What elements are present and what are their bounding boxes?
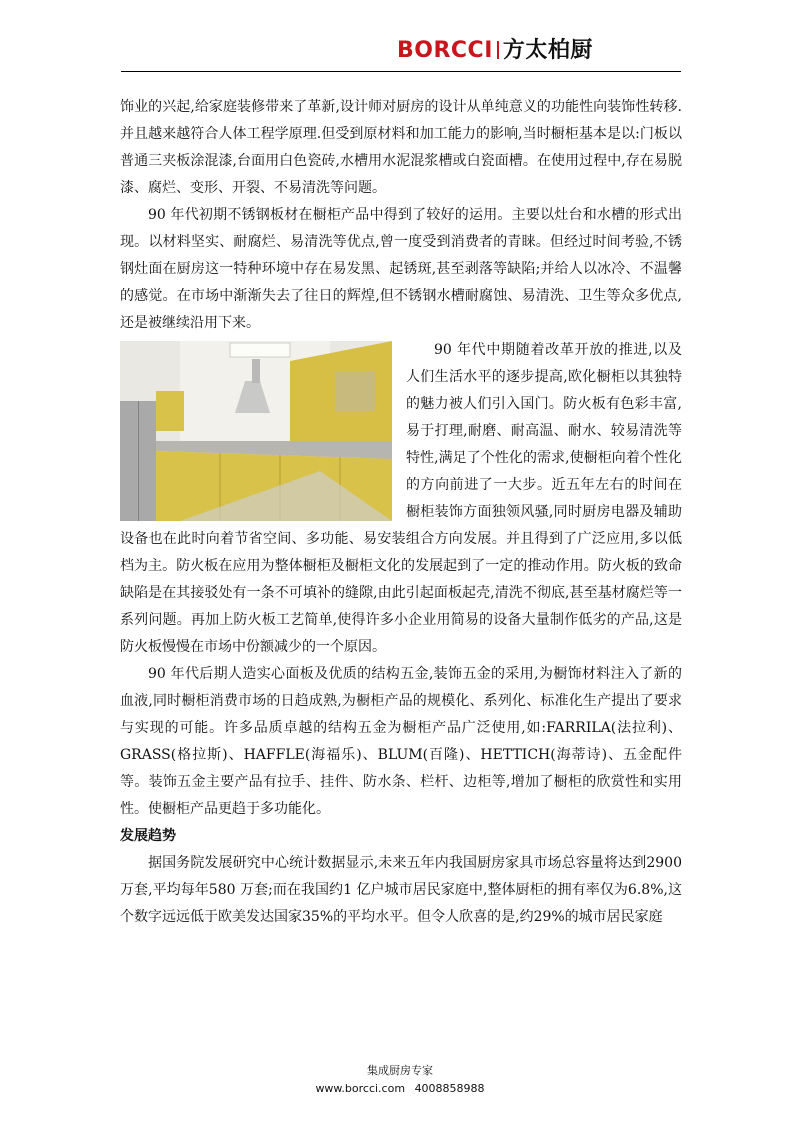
paragraph-5: 据国务院发展研究中心统计数据显示,未来五年内我国厨房家具市场总容量将达到2900万套,平均每年580 万套;而在我国约1 亿户城市居民家庭中,整体厨柜的拥有率仅为6.8%,这个数字远远低于欧美发达国家35%的平均水平。但令人欣喜的是,约29%的城市居民家庭 [120, 855, 682, 925]
paragraph-1: 饰业的兴起,给家庭装修带来了革新,设计师对厨房的设计从单纯意义的功能性向装饰性转移.并且越来越符合人体工程学原理.但受到原材料和加工能力的影响,当时橱柜基本是以:门板以普通三夹板涂混漆,台面用白色瓷砖,水槽用水泥混浆槽或白瓷面槽。在使用过程中,存在易脱漆、腐烂、变形、开裂、不易清洗等问题。 [120, 99, 682, 196]
paragraph-4: 90 年代后期人造实心面板及优质的结构五金,装饰五金的采用,为橱饰材料注入了新的血液,同时橱柜消费市场的日趋成熟,为橱柜产品的规模化、系列化、标准化生产提出了要求与实现的可能。许多品质卓越的结构五金为橱柜产品广泛使用,如:FARRILA(法拉利)、GRASS(格拉斯)、HAFFLE(海福乐)、BLUM(百隆)、HETTICH(海蒂诗)、五金配件等。装饰五金主要产品有拉手、挂件、防水条、栏杆、边柜等,增加了橱柜的欣赏性和实用性。使橱柜产品更趋于多功能化。 [120, 666, 682, 817]
footer-website: www.borcci.com [315, 1082, 406, 1095]
paragraph-3: 90 年代中期随着改革开放的推进,以及人们生活水平的逐步提高,欧化橱柜以其独特的魅力被人们引入国门。防火板有色彩丰富,易于打理,耐磨、耐高温、耐水、较易清洗等特性,满足了个性化的需求,使橱柜向着个性化的方向前进了一大步。近五年左右的时间在橱柜装饰方面独领风骚,同时厨房电器及辅助设备也在此时向着节省空间、多功能、易安装组合方向发展。并且得到了广泛应用,多以低档为主。防火板在应用为整体橱柜及橱柜文化的发展起到了一定的推动作用。防火板的致命缺陷是在其接驳处有一条不可填补的缝隙,由此引起面板起壳,清洗不彻底,甚至基材腐烂等一系列问题。再加上防火板工艺简单,使得许多小企业用简易的设备大量制作低劣的产品,这是防火板慢慢在市场中份额减少的一个原因。 [120, 342, 682, 655]
brand-name-cn: 方太柏厨 [502, 38, 593, 63]
footer-contact [0, 1080, 800, 1098]
footer-slogan: 集成厨房专家 [367, 1064, 433, 1077]
brand-name-en: BORCCI [397, 38, 493, 63]
paragraph-2: 90 年代初期不锈钢板材在橱柜产品中得到了较好的运用。主要以灶台和水槽的形式出现。以材料坚实、耐腐烂、易清洗等优点,曾一度受到消费者的青睐。但经过时间考验,不锈钢灶面在厨房这一特种环境中存在易发黑、起锈斑,甚至剥落等缺陷;并给人以冰冷、不温馨的感觉。在市场中渐渐失去了往日的辉煌,但不锈钢水槽耐腐蚀、易清洗、卫生等众多优点,还是被继续沿用下来。 [120, 207, 682, 331]
footer-phone: 4008858988 [414, 1082, 485, 1095]
brand-logo [397, 38, 593, 64]
logo-divider [497, 41, 499, 59]
page-header [0, 0, 800, 80]
header-rule [121, 71, 681, 72]
article-body [120, 94, 682, 931]
kitchen-photo [120, 341, 392, 521]
page-footer [0, 1062, 800, 1098]
section-heading: 发展趋势 [120, 828, 176, 844]
kitchen-illustration [120, 341, 392, 521]
